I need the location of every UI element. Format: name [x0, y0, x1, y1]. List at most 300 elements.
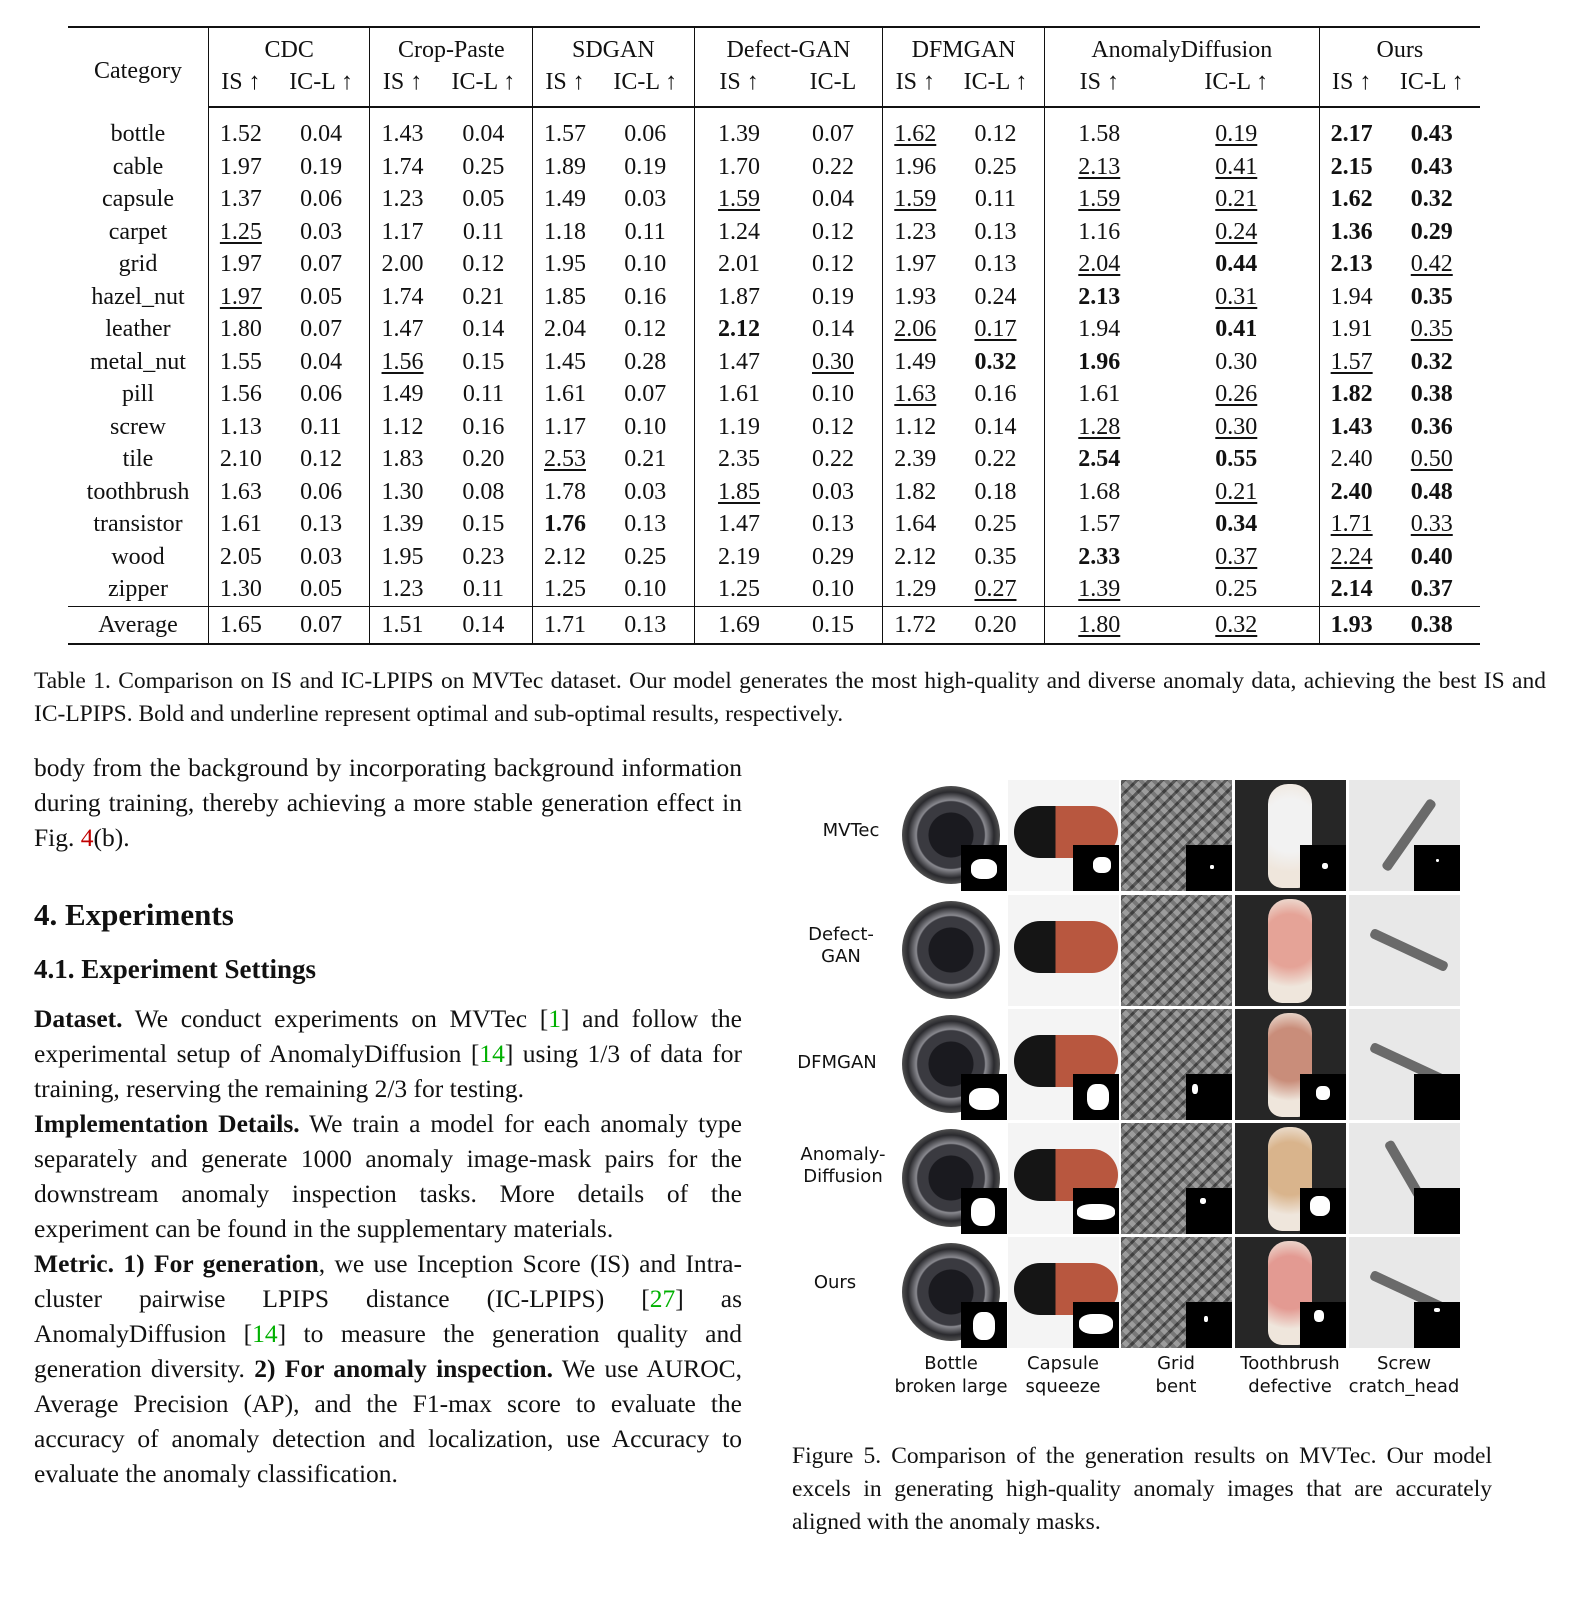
value-text: 2.54	[1078, 446, 1121, 473]
value-cell	[435, 378, 533, 411]
value-text: 1.64	[894, 511, 937, 538]
value-cell	[435, 107, 533, 151]
value-cell	[1044, 346, 1153, 379]
value-text: 1.17	[544, 413, 587, 440]
metric-header: IC-L ↑	[597, 66, 694, 107]
value-cell	[784, 107, 883, 151]
value-cell	[883, 151, 947, 184]
value-text: 1.49	[544, 186, 587, 213]
value-text: 2.04	[544, 316, 587, 343]
value-cell	[1044, 183, 1153, 216]
value-text: 0.28	[624, 348, 667, 375]
value-cell	[533, 248, 597, 281]
value-cell	[1384, 183, 1480, 216]
value-text: 0.12	[811, 413, 854, 440]
value-cell	[947, 476, 1044, 509]
value-cell	[273, 378, 370, 411]
sample-image	[1008, 1009, 1119, 1120]
value-cell	[435, 573, 533, 606]
value-cell	[694, 183, 784, 216]
value-cell	[694, 216, 784, 249]
column-label: Screw cratch_head	[1348, 1353, 1460, 1397]
value-cell	[533, 541, 597, 574]
sample-image	[1235, 780, 1346, 891]
anomaly-mask	[1073, 1188, 1119, 1234]
value-text: 2.53	[544, 446, 587, 473]
value-cell	[1154, 411, 1320, 444]
value-text: 0.32	[974, 348, 1017, 375]
value-text: 1.72	[894, 611, 937, 638]
row-label: Anomaly- Diffusion	[800, 1144, 886, 1187]
value-text: 0.16	[462, 413, 505, 440]
sample-image	[1121, 1123, 1232, 1234]
method-header: CDC	[209, 27, 370, 66]
value-cell	[370, 378, 435, 411]
value-cell	[1384, 248, 1480, 281]
value-text: 0.43	[1410, 121, 1453, 148]
value-cell	[597, 443, 694, 476]
value-cell	[1319, 573, 1383, 606]
value-text: 0.15	[462, 348, 505, 375]
sample-image	[1008, 1237, 1119, 1348]
paragraph-metric	[34, 1246, 742, 1491]
value-text: 0.03	[300, 218, 343, 245]
value-text: 0.42	[1410, 251, 1453, 278]
mask-region	[1210, 865, 1214, 869]
value-text: 0.22	[811, 153, 854, 180]
value-cell	[1154, 281, 1320, 314]
method-header: Crop-Paste	[370, 27, 533, 66]
value-text: 0.14	[974, 413, 1017, 440]
mask-region	[1077, 1204, 1115, 1220]
value-text: 0.26	[1215, 381, 1258, 408]
text: ] to measure the generation quality and generation diversity.	[34, 1319, 742, 1383]
value-cell	[1384, 606, 1480, 644]
value-text: 1.39	[381, 511, 424, 538]
value-cell	[533, 107, 597, 151]
value-cell	[533, 346, 597, 379]
value-text: 0.32	[1410, 348, 1453, 375]
value-text: 2.24	[1330, 543, 1373, 570]
category-header: Category	[68, 27, 209, 107]
value-cell	[597, 183, 694, 216]
value-cell	[1154, 346, 1320, 379]
category-cell: carpet	[108, 218, 168, 245]
text: We conduct experiments on MVTec [	[122, 1004, 549, 1033]
value-cell	[273, 151, 370, 184]
sample-image	[1008, 780, 1119, 891]
grid-texture	[1121, 895, 1232, 1006]
value-text: 0.21	[624, 446, 667, 473]
value-text: 1.57	[1330, 348, 1373, 375]
category-cell: capsule	[102, 186, 174, 213]
sample-image	[1121, 895, 1232, 1006]
section-heading: 4. Experiments	[34, 897, 234, 932]
value-text: 0.22	[811, 446, 854, 473]
category-cell: screw	[110, 413, 166, 440]
value-text: 0.10	[624, 413, 667, 440]
value-text: 0.13	[811, 511, 854, 538]
mask-region	[969, 1088, 999, 1110]
value-text: 1.97	[219, 283, 262, 310]
anomaly-mask	[1414, 1074, 1460, 1120]
value-cell	[694, 606, 784, 644]
metric-header: IS ↑	[209, 66, 273, 107]
value-cell	[1319, 476, 1383, 509]
anomaly-mask	[961, 1188, 1007, 1234]
value-text: 2.04	[1078, 251, 1121, 278]
value-cell	[883, 606, 947, 644]
value-cell	[694, 443, 784, 476]
sample-image	[896, 780, 1007, 891]
value-text: 2.35	[718, 446, 761, 473]
value-cell	[435, 313, 533, 346]
value-text: 1.39	[1078, 576, 1121, 603]
value-text: 0.12	[300, 446, 343, 473]
value-cell	[947, 508, 1044, 541]
value-cell	[883, 107, 947, 151]
value-text: 0.25	[624, 543, 667, 570]
category-cell: leather	[105, 316, 171, 343]
anomaly-mask	[1300, 845, 1346, 891]
value-text: 1.71	[544, 611, 587, 638]
value-cell	[209, 378, 273, 411]
value-cell	[694, 508, 784, 541]
value-text: 1.87	[718, 283, 761, 310]
value-text: 1.97	[219, 153, 262, 180]
method-header: DFMGAN	[883, 27, 1044, 66]
value-cell	[883, 476, 947, 509]
anomaly-mask	[1073, 1302, 1119, 1348]
value-text: 1.23	[894, 218, 937, 245]
value-text: 0.05	[462, 186, 505, 213]
value-text: 0.03	[811, 478, 854, 505]
value-cell	[883, 378, 947, 411]
value-cell	[883, 508, 947, 541]
value-cell	[370, 573, 435, 606]
value-cell	[1044, 573, 1153, 606]
category-cell: zipper	[108, 576, 168, 603]
mask-region	[1434, 1308, 1440, 1312]
value-text: 1.59	[894, 186, 937, 213]
value-text: 1.76	[544, 511, 587, 538]
value-cell	[273, 346, 370, 379]
value-text: 1.93	[894, 283, 937, 310]
value-text: 1.61	[718, 381, 761, 408]
value-text: 0.40	[1410, 543, 1453, 570]
table-row	[68, 378, 1480, 411]
value-text: 1.91	[1330, 316, 1373, 343]
value-text: 0.15	[811, 611, 854, 638]
value-cell	[597, 151, 694, 184]
value-text: 0.37	[1410, 576, 1453, 603]
mask-region	[1314, 1310, 1324, 1322]
value-cell	[1154, 107, 1320, 151]
category-cell: bottle	[110, 120, 166, 147]
value-text: 1.69	[718, 611, 761, 638]
value-cell	[1319, 443, 1383, 476]
value-text: 1.68	[1078, 478, 1121, 505]
value-cell	[883, 183, 947, 216]
value-text: 0.04	[300, 348, 343, 375]
value-cell	[1319, 378, 1383, 411]
value-text: 0.19	[624, 153, 667, 180]
metric-header: IC-L ↑	[435, 66, 533, 107]
value-cell	[1319, 606, 1383, 644]
mask-region	[1322, 863, 1328, 869]
value-text: 1.96	[894, 153, 937, 180]
metric-header: IC-L ↑	[1154, 66, 1320, 107]
value-cell	[784, 443, 883, 476]
value-cell	[597, 508, 694, 541]
value-text: 0.50	[1410, 446, 1453, 473]
value-text: 1.49	[381, 381, 424, 408]
value-text: 0.07	[300, 251, 343, 278]
value-cell	[209, 281, 273, 314]
value-text: 2.14	[1330, 576, 1373, 603]
anomaly-mask	[1414, 1302, 1460, 1348]
value-cell	[533, 443, 597, 476]
value-text: 1.12	[894, 413, 937, 440]
value-cell	[1044, 378, 1153, 411]
value-cell	[694, 281, 784, 314]
value-text: 2.01	[718, 251, 761, 278]
table-row	[68, 541, 1480, 574]
paragraph-dataset	[34, 1001, 742, 1106]
paragraph-label: Implementation Details.	[34, 1109, 300, 1138]
value-text: 0.38	[1410, 611, 1453, 638]
value-text: 0.41	[1215, 153, 1258, 180]
value-cell	[209, 151, 273, 184]
anomaly-mask	[1186, 1074, 1232, 1120]
sample-image	[1349, 1237, 1460, 1348]
value-cell	[947, 411, 1044, 444]
value-text: 2.17	[1330, 121, 1373, 148]
citation-link[interactable]: 1	[548, 1004, 561, 1033]
value-text: 0.13	[624, 611, 667, 638]
value-text: 0.20	[462, 446, 505, 473]
value-text: 0.12	[811, 218, 854, 245]
value-text: 0.14	[462, 611, 505, 638]
category-cell: Average	[68, 606, 209, 644]
value-text: 0.35	[974, 543, 1017, 570]
value-cell	[784, 411, 883, 444]
value-cell	[209, 606, 273, 644]
category-cell: grid	[118, 251, 158, 278]
table-row	[68, 281, 1480, 314]
value-text: 2.10	[219, 446, 262, 473]
value-cell	[947, 281, 1044, 314]
value-text: 0.06	[300, 381, 343, 408]
value-cell	[273, 606, 370, 644]
sample-image	[1121, 1237, 1232, 1348]
value-text: 0.43	[1410, 153, 1453, 180]
value-cell	[370, 183, 435, 216]
value-text: 1.93	[1330, 611, 1373, 638]
value-cell	[947, 183, 1044, 216]
value-cell	[370, 313, 435, 346]
sample-image	[1235, 1123, 1346, 1234]
value-text: 1.80	[1078, 611, 1121, 638]
metric-header: IC-L ↑	[947, 66, 1044, 107]
value-text: 1.51	[381, 611, 424, 638]
metric-header: IS ↑	[533, 66, 597, 107]
value-text: 0.12	[811, 251, 854, 278]
value-cell	[435, 151, 533, 184]
value-cell	[1319, 183, 1383, 216]
value-text: 2.33	[1078, 543, 1121, 570]
category-cell: toothbrush	[86, 478, 190, 505]
mask-region	[1192, 1084, 1198, 1094]
value-cell	[1154, 476, 1320, 509]
value-cell	[694, 541, 784, 574]
column-label: Toothbrush defective	[1240, 1353, 1340, 1397]
value-cell	[273, 248, 370, 281]
screw-shape	[1369, 928, 1449, 973]
value-cell	[784, 183, 883, 216]
value-cell	[1044, 541, 1153, 574]
table-row	[68, 606, 1480, 644]
value-cell	[947, 378, 1044, 411]
value-cell	[597, 606, 694, 644]
value-cell	[1044, 443, 1153, 476]
value-text: 1.30	[219, 576, 262, 603]
value-text: 0.04	[811, 186, 854, 213]
mask-region	[1093, 857, 1111, 873]
row-label: DFMGAN	[797, 1052, 877, 1073]
anomaly-mask	[1186, 1188, 1232, 1234]
value-text: 1.39	[718, 121, 761, 148]
value-text: 0.06	[624, 121, 667, 148]
value-text: 1.23	[381, 186, 424, 213]
bold-text: 1) For generation	[113, 1249, 319, 1278]
table-row	[68, 107, 1480, 151]
value-text: 0.10	[624, 576, 667, 603]
value-cell	[533, 313, 597, 346]
value-cell	[273, 541, 370, 574]
value-text: 2.39	[894, 446, 937, 473]
table-row	[68, 443, 1480, 476]
value-cell	[1154, 183, 1320, 216]
mask-region	[971, 1198, 995, 1226]
metric-header: IS ↑	[370, 66, 435, 107]
value-cell	[370, 541, 435, 574]
mask-region	[1316, 1086, 1330, 1100]
value-cell	[1044, 606, 1153, 644]
value-cell	[209, 248, 273, 281]
value-cell	[209, 443, 273, 476]
value-text: 0.06	[300, 186, 343, 213]
value-text: 1.85	[544, 283, 587, 310]
value-cell	[694, 346, 784, 379]
category-cell: tile	[122, 446, 154, 473]
figure-ref-link[interactable]: 4	[80, 823, 94, 852]
value-text: 2.12	[894, 543, 937, 570]
value-cell	[370, 151, 435, 184]
value-text: 0.27	[974, 576, 1017, 603]
value-cell	[1154, 443, 1320, 476]
value-text: 1.94	[1078, 316, 1121, 343]
value-cell	[597, 107, 694, 151]
value-text: 0.55	[1215, 446, 1258, 473]
value-cell	[435, 281, 533, 314]
value-text: 0.13	[974, 251, 1017, 278]
value-cell	[1154, 151, 1320, 184]
value-cell	[883, 411, 947, 444]
value-cell	[435, 541, 533, 574]
citation-link[interactable]: 14	[252, 1319, 278, 1348]
category-cell: transistor	[93, 511, 183, 538]
value-cell	[370, 216, 435, 249]
value-cell	[947, 248, 1044, 281]
results-table	[68, 26, 1480, 645]
value-text: 0.16	[624, 283, 667, 310]
value-text: 0.05	[300, 283, 343, 310]
value-cell	[533, 281, 597, 314]
value-cell	[694, 248, 784, 281]
value-cell	[1319, 313, 1383, 346]
value-text: 0.24	[1215, 218, 1258, 245]
value-cell	[1319, 508, 1383, 541]
value-text: 0.10	[811, 576, 854, 603]
value-cell	[370, 411, 435, 444]
value-cell	[370, 248, 435, 281]
value-cell	[597, 281, 694, 314]
value-cell	[1384, 443, 1480, 476]
value-text: 2.13	[1078, 283, 1121, 310]
value-cell	[947, 541, 1044, 574]
value-cell	[1384, 476, 1480, 509]
anomaly-mask	[1186, 1302, 1232, 1348]
value-cell	[273, 281, 370, 314]
sample-image	[1235, 1237, 1346, 1348]
value-text: 0.29	[811, 543, 854, 570]
anomaly-mask	[1414, 845, 1460, 891]
value-text: 2.13	[1078, 153, 1121, 180]
value-text: 2.40	[1330, 478, 1373, 505]
sample-image	[896, 1123, 1007, 1234]
value-cell	[597, 216, 694, 249]
mask-region	[1087, 1084, 1109, 1110]
value-text: 0.11	[974, 186, 1017, 213]
value-text: 1.25	[544, 576, 587, 603]
value-cell	[1154, 216, 1320, 249]
value-cell	[273, 573, 370, 606]
value-text: 1.62	[1330, 186, 1373, 213]
value-text: 0.29	[1410, 218, 1453, 245]
text: , we use Inception Score (IS) and Intra-cluster pairwise LPIPS distance (IC-LPIPS) [	[34, 1249, 742, 1313]
value-text: 0.13	[974, 218, 1017, 245]
value-cell	[1154, 541, 1320, 574]
citation-link[interactable]: 14	[479, 1039, 505, 1068]
value-cell	[1154, 573, 1320, 606]
citation-link[interactable]: 27	[649, 1284, 676, 1313]
value-text: 1.61	[544, 381, 587, 408]
value-cell	[597, 411, 694, 444]
text: We train a model for each anomaly type separately and generate 1000 anomaly image-mask pairs for the downstream anomaly inspection tasks. More details of the experiment can be found in the supplementary materials.	[34, 1109, 742, 1243]
value-text: 0.12	[974, 121, 1017, 148]
sample-image	[1349, 1009, 1460, 1120]
mask-region	[973, 1312, 995, 1340]
bottle-shape	[902, 901, 1000, 999]
value-cell	[1384, 378, 1480, 411]
value-text: 1.97	[219, 251, 262, 278]
value-text: 0.35	[1410, 283, 1453, 310]
value-cell	[435, 183, 533, 216]
value-cell	[784, 281, 883, 314]
value-text: 0.11	[300, 413, 342, 440]
value-text: 0.30	[811, 348, 854, 375]
